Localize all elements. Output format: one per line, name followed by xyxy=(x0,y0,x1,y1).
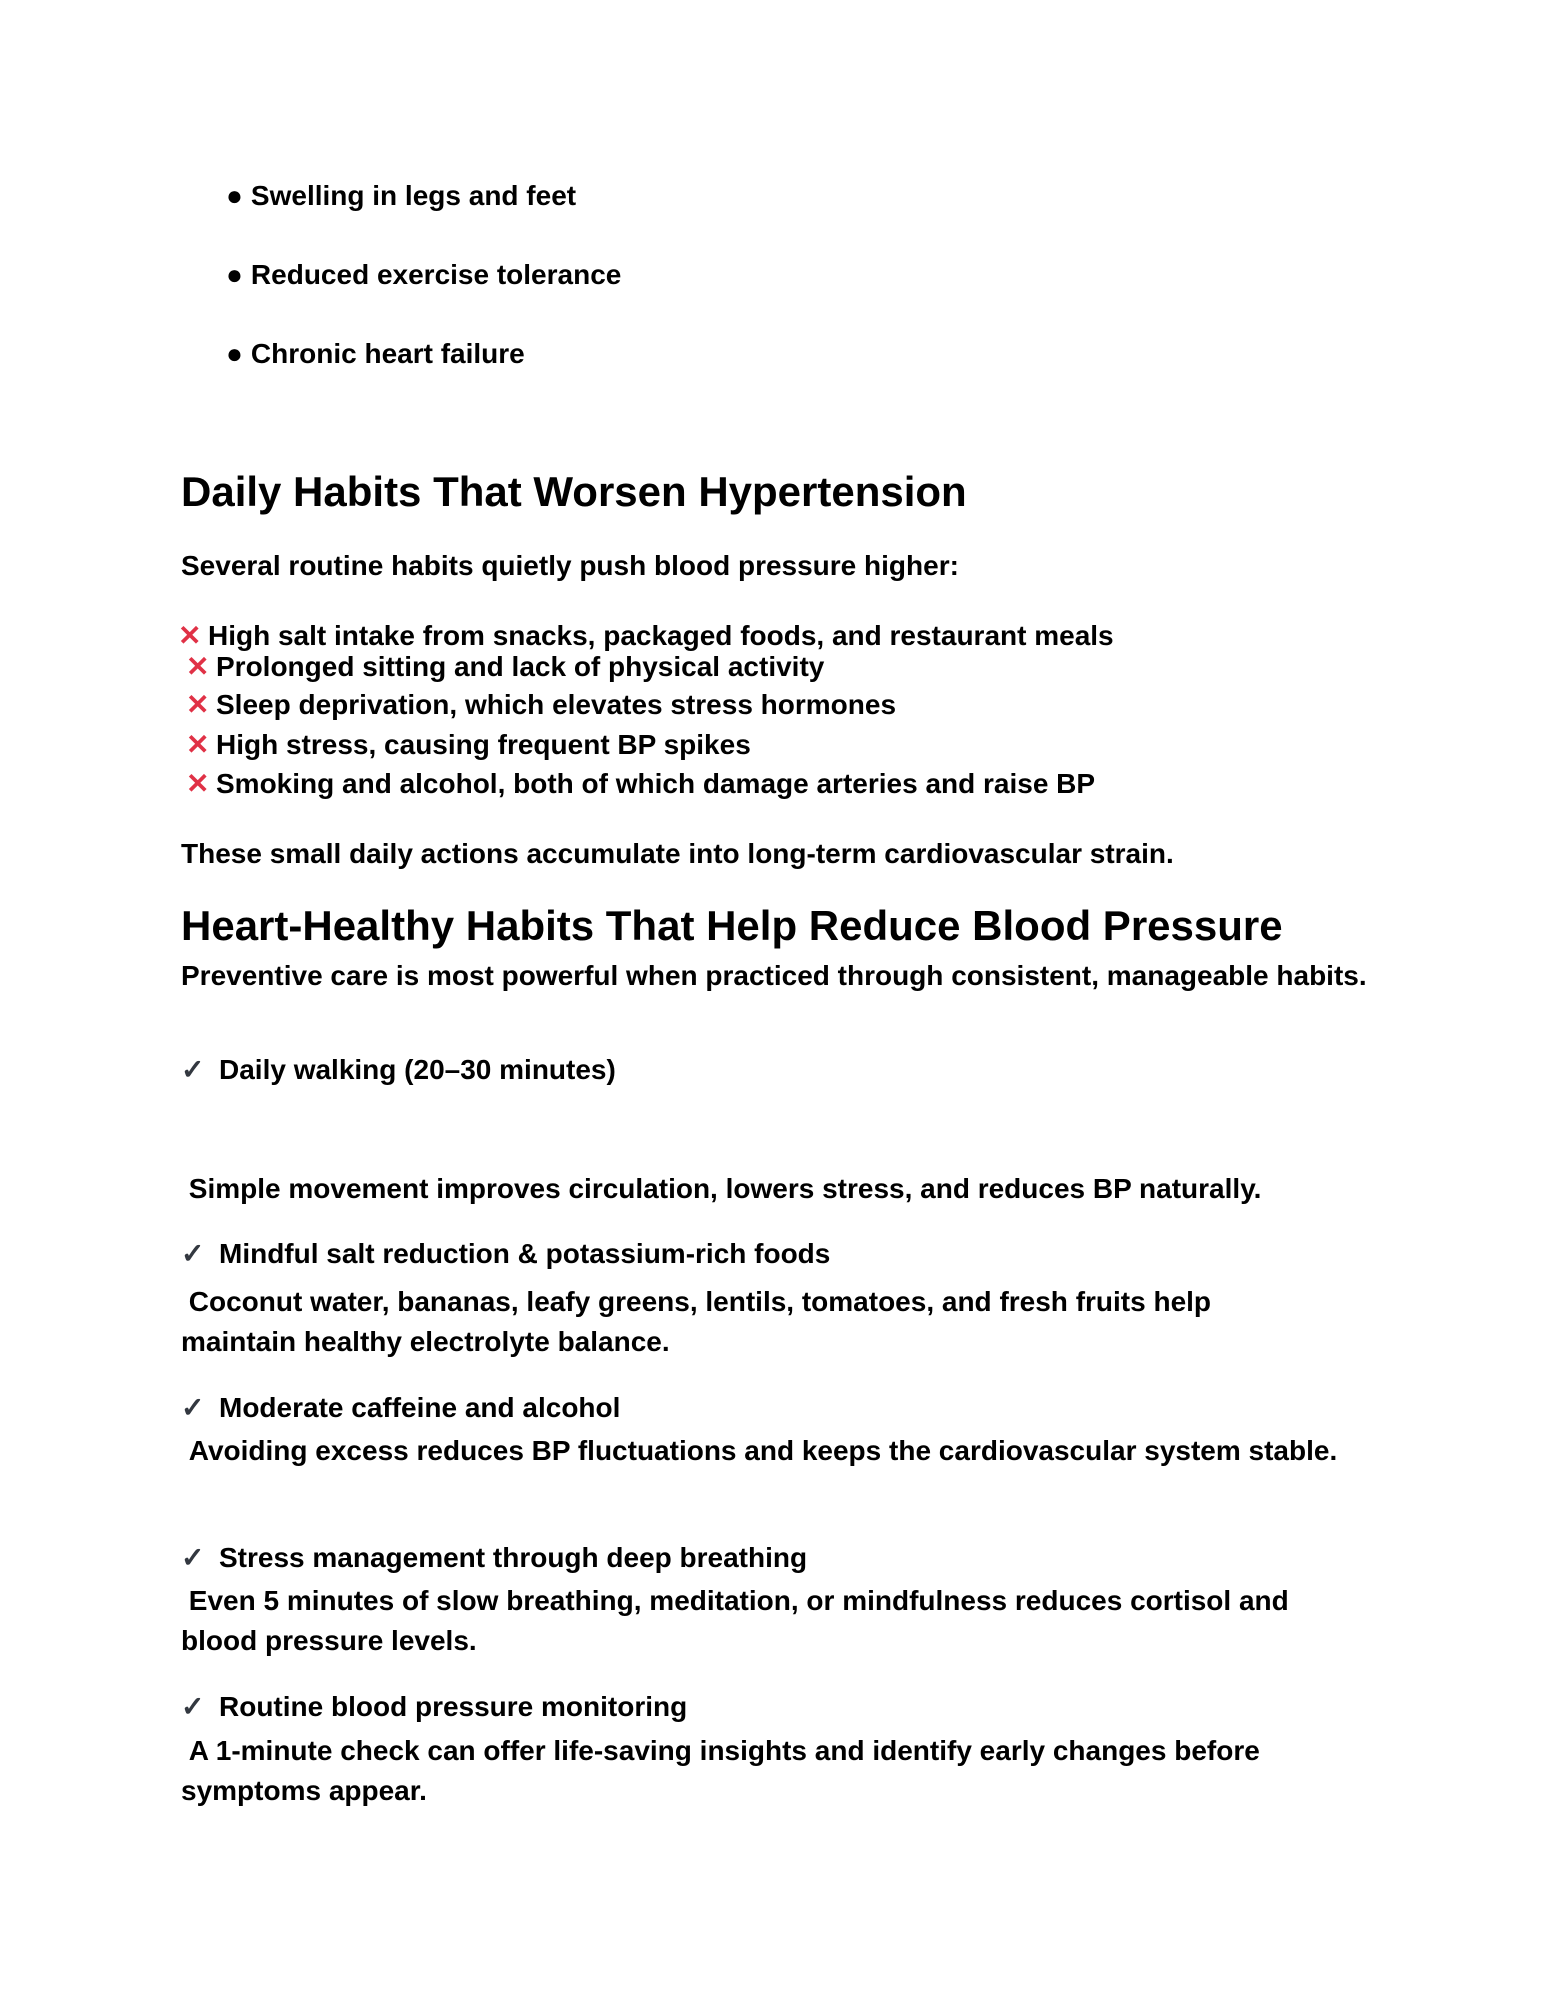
section-heading-worsen: Daily Habits That Worsen Hypertension xyxy=(181,468,967,515)
cross-mark-icon: ✕ xyxy=(186,651,210,682)
worsen-item-text: Smoking and alcohol, both of which damage arteries and raise BP xyxy=(216,768,1096,799)
healthy-item-description: Simple movement improves circulation, lowers stress, and reduces BP naturally. xyxy=(181,1173,1262,1204)
worsen-conclusion: These small daily actions accumulate into long-term cardiovascular strain. xyxy=(181,838,1174,869)
bullet-icon: ● xyxy=(226,259,243,290)
section-heading-healthy: Heart-Healthy Habits That Help Reduce Blood Pressure xyxy=(181,902,1283,949)
healthy-item-title-text: Routine blood pressure monitoring xyxy=(219,1691,688,1722)
bullet-icon: ● xyxy=(226,180,243,211)
check-mark-icon: ✓ xyxy=(181,1542,205,1573)
healthy-item-description: Even 5 minutes of slow breathing, meditation, or mindfulness reduces cortisol and blood pressure levels. xyxy=(181,1585,1297,1656)
check-mark-icon: ✓ xyxy=(181,1691,205,1722)
worsen-list-item xyxy=(186,650,824,683)
healthy-item-title-text: Moderate caffeine and alcohol xyxy=(219,1392,621,1423)
worsen-item-text: Sleep deprivation, which elevates stress hormones xyxy=(216,689,897,720)
healthy-item-description: Avoiding excess reduces BP fluctuations and keeps the cardiovascular system stable. xyxy=(181,1435,1338,1466)
healthy-item-title xyxy=(181,1541,807,1574)
symptom-list-item xyxy=(226,338,525,370)
healthy-item-title xyxy=(181,1690,687,1723)
symptom-text: Reduced exercise tolerance xyxy=(250,259,622,290)
worsen-list-item xyxy=(186,728,751,761)
worsen-list-item xyxy=(178,619,1114,652)
cross-mark-icon: ✕ xyxy=(178,620,202,651)
check-mark-icon: ✓ xyxy=(181,1392,205,1423)
healthy-item-description: Coconut water, bananas, leafy greens, lentils, tomatoes, and fresh fruits help maintain healthy electrolyte balance. xyxy=(181,1286,1219,1357)
symptom-list-item xyxy=(226,180,576,212)
worsen-item-text: Prolonged sitting and lack of physical activity xyxy=(216,651,825,682)
symptom-list-item xyxy=(226,259,621,291)
worsen-intro: Several routine habits quietly push blood pressure higher: xyxy=(181,550,959,581)
cross-mark-icon: ✕ xyxy=(186,768,210,799)
worsen-list-item xyxy=(186,688,896,721)
healthy-item-description: A 1-minute check can offer life-saving insights and identify early changes before symptoms appear. xyxy=(181,1735,1268,1806)
healthy-item-title-text: Stress management through deep breathing xyxy=(219,1542,808,1573)
worsen-item-text: High salt intake from snacks, packaged foods, and restaurant meals xyxy=(208,620,1114,651)
healthy-item-title-text: Daily walking (20–30 minutes) xyxy=(219,1054,616,1085)
cross-mark-icon: ✕ xyxy=(186,729,210,760)
healthy-item-title xyxy=(181,1237,830,1270)
check-mark-icon: ✓ xyxy=(181,1054,205,1085)
symptom-text: Swelling in legs and feet xyxy=(250,180,577,211)
healthy-intro: Preventive care is most powerful when practiced through consistent, manageable habits. xyxy=(181,960,1367,991)
healthy-item-title xyxy=(181,1053,616,1086)
healthy-item-title xyxy=(181,1391,620,1424)
healthy-item-title-text: Mindful salt reduction & potassium-rich foods xyxy=(219,1238,831,1269)
bullet-icon: ● xyxy=(226,338,243,369)
worsen-item-text: High stress, causing frequent BP spikes xyxy=(216,729,751,760)
worsen-list-item xyxy=(186,767,1095,800)
symptom-text: Chronic heart failure xyxy=(250,338,525,369)
cross-mark-icon: ✕ xyxy=(186,689,210,720)
check-mark-icon: ✓ xyxy=(181,1238,205,1269)
